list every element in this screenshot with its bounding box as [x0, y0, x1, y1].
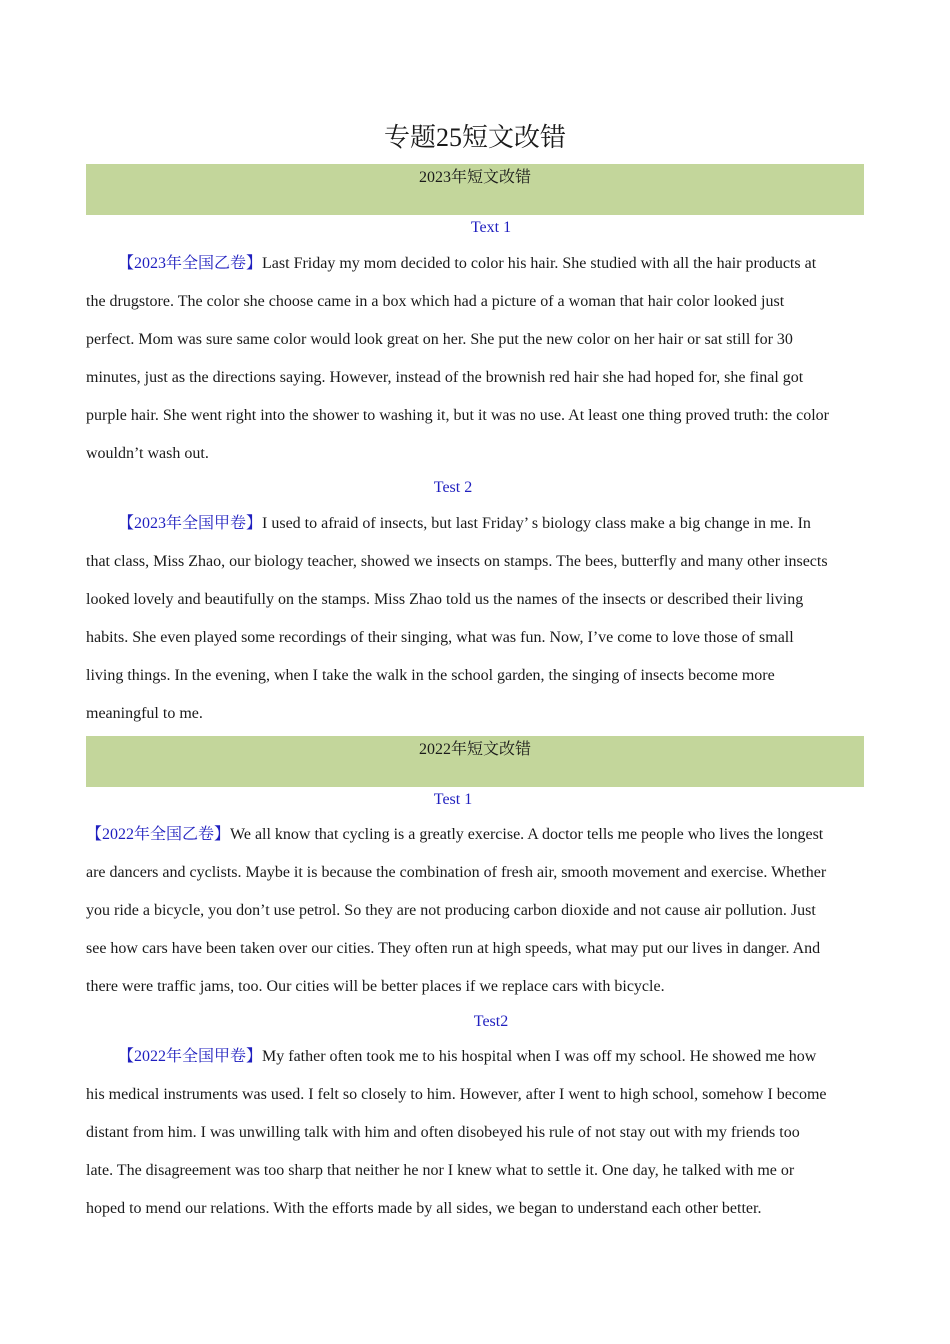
passage-line: looked lovely and beautifully on the stamps. Miss Zhao told us the names of the insects or described their living — [86, 591, 804, 608]
source-tag: 【2022年全国甲卷】 — [118, 1048, 263, 1065]
passage-line: see how cars have been taken over our cities. They often run at high speeds, what may put our lives in danger. And — [86, 940, 821, 957]
passage-line: you ride a bicycle, you don’t use petrol. So they are not producing carbon dioxide and not cause air pollution. Just — [86, 902, 816, 919]
passage-line: wouldn’t wash out. — [86, 445, 209, 462]
passage-line: late. The disagreement was too sharp that neither he nor I knew what to settle it. One day, he talked with me or — [86, 1162, 795, 1179]
passage-line: perfect. Mom was sure same color would look great on her. She put the new color on her hair or sat still for 30 — [86, 331, 793, 348]
text-label-2022-2: Test2 — [473, 1013, 509, 1030]
text-label-2023-1: Text 1 — [470, 219, 512, 236]
passage-line: meaningful to me. — [86, 705, 203, 722]
passage-line: 【2022年全国乙卷】We all know that cycling is a greatly exercise. A doctor tells me people who lives the longest — [86, 826, 824, 843]
passage-line: that class, Miss Zhao, our biology teacher, showed we insects on stamps. The bees, butterfly and many other insects — [86, 553, 828, 570]
passage-line: his medical instruments was used. I felt so closely to him. However, after I went to high school, somehow I become — [86, 1086, 827, 1103]
passage-line: living things. In the evening, when I take the walk in the school garden, the singing of insects become more — [86, 667, 775, 684]
passage-line: distant from him. I was unwilling talk with him and often disobeyed his rule of not stay out with my friends too — [86, 1124, 800, 1141]
page-title: 专题25短文改错 — [383, 123, 566, 152]
passage-line: hoped to mend our relations. With the efforts made by all sides, we began to understand each other better. — [86, 1200, 762, 1217]
passage-line: 【2022年全国甲卷】My father often took me to his hospital when I was off my school. He showed me how — [118, 1048, 817, 1065]
text-label-2022-1: Test 1 — [433, 791, 473, 808]
passage-line: 【2023年全国乙卷】Last Friday my mom decided to color his hair. She studied with all the hair products at — [118, 255, 817, 272]
passage-2022-2 — [86, 1038, 864, 1228]
source-tag: 【2023年全国甲卷】 — [118, 515, 263, 532]
passage-line: minutes, just as the directions saying. However, instead of the brownish red hair she had hoped for, she final got — [86, 369, 804, 386]
section-heading-2023: 2023年短文改错 — [86, 164, 864, 215]
passage-2023-2 — [86, 505, 864, 733]
source-tag: 【2022年全国乙卷】 — [86, 826, 231, 843]
passage-line: 【2023年全国甲卷】I used to afraid of insects, but last Friday’ s biology class make a big change in me. In — [118, 515, 811, 532]
passage-line: are dancers and cyclists. Maybe it is because the combination of fresh air, smooth movement and exercise. Whether — [86, 864, 827, 881]
passage-line: habits. She even played some recordings of their singing, what was fun. Now, I’ve come to love those of small — [86, 629, 794, 646]
passage-line: purple hair. She went right into the shower to washing it, but it was no use. At least one thing proved truth: the color — [86, 407, 829, 424]
section-heading-2022: 2022年短文改错 — [86, 736, 864, 787]
source-tag: 【2023年全国乙卷】 — [118, 255, 263, 272]
passage-line: there were traffic jams, too. Our cities will be better places if we replace cars with bicycle. — [86, 978, 665, 995]
passage-line: the drugstore. The color she choose came in a box which had a picture of a woman that hair color looked just — [86, 293, 785, 310]
passage-2022-1 — [86, 816, 864, 1006]
passage-2023-1 — [86, 245, 864, 473]
text-label-2023-2: Test 2 — [433, 479, 473, 496]
